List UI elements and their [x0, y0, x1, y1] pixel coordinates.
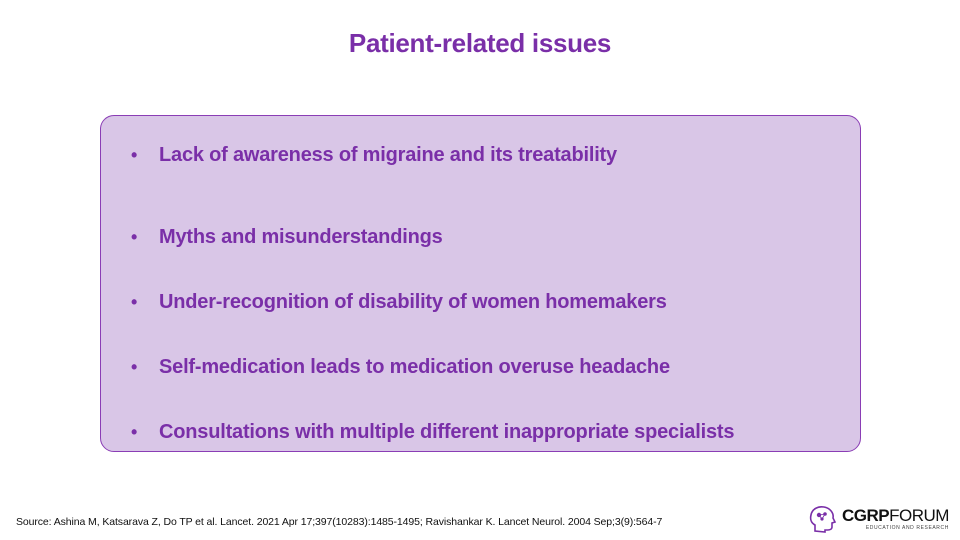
- bullet-text: Myths and misunderstandings: [159, 226, 443, 248]
- bullet-icon: •: [131, 144, 138, 165]
- bullet-box: [100, 115, 861, 452]
- bullet-text: Lack of awareness of migraine and its treatability: [159, 143, 617, 166]
- bullet-icon: •: [131, 357, 138, 377]
- list-item: [131, 400, 840, 465]
- bullet-icon: •: [131, 292, 138, 312]
- logo-bold-text: CGRP: [842, 506, 890, 525]
- bullet-text: Consultations with multiple different inappropriate specialists: [159, 421, 735, 443]
- bullet-text: Self-medication leads to medication overuse headache: [159, 356, 670, 378]
- logo-light-text: FORUM: [889, 506, 949, 525]
- bullet-icon: •: [131, 227, 138, 247]
- slide-title: Patient-related issues: [348, 28, 612, 58]
- head-profile-icon: [806, 503, 838, 535]
- logo-tagline: EDUCATION AND RESEARCH: [865, 525, 949, 531]
- list-item: [131, 335, 840, 400]
- list-item: [131, 205, 840, 270]
- cgrp-forum-logo: [806, 502, 956, 536]
- source-citation: Source: Ashina M, Katsarava Z, Do TP et al. Lancet. 2021 Apr 17;397(10283):1485-1495; Ravishankar K. Lancet Neurol. 2004 Sep;3(9):564-7: [16, 516, 663, 528]
- logo-wordmark: [842, 507, 949, 531]
- bullet-list: [131, 140, 840, 465]
- bullet-text: Under-recognition of disability of women homemakers: [159, 291, 667, 313]
- bullet-icon: •: [131, 422, 138, 442]
- list-item: [131, 140, 840, 170]
- list-item: [131, 270, 840, 335]
